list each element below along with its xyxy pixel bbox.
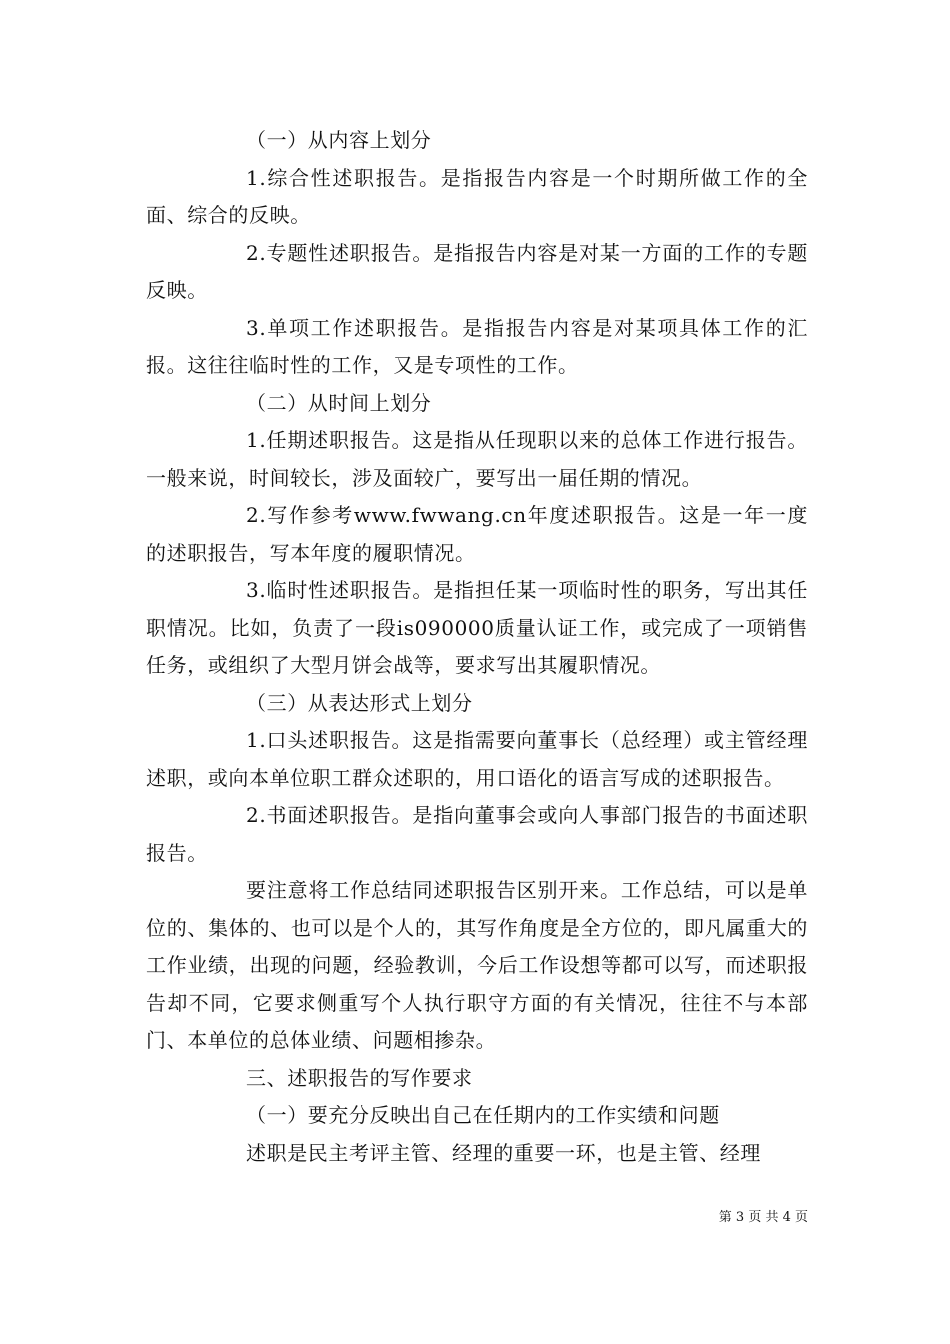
- section-heading-content: （一）从内容上划分: [246, 128, 432, 152]
- paragraph-annual-report: 2.写作参考www.fwwang.cn年度述职报告。这是一年一度的述职报告，写本年度的履职情况。: [146, 503, 808, 565]
- subsection-heading-achievements: （一）要充分反映出自己在任期内的工作实绩和问题: [246, 1103, 720, 1127]
- paragraph-comprehensive-report: 1.综合性述职报告。是指报告内容是一个时期所做工作的全面、综合的反映。: [146, 165, 808, 227]
- paragraph-term-report: 1.任期述职报告。这是指从任现职以来的总体工作进行报告。一般来说，时间较长，涉及面较广，要写出一届任期的情况。: [146, 428, 808, 490]
- paragraph-evaluation: 述职是民主考评主管、经理的重要一环，也是主管、经理: [246, 1140, 761, 1165]
- paragraph-temporary-report: 3.临时性述职报告。是指担任某一项临时性的职务，写出其任职情况。比如，负责了一段is090000质量认证工作，或完成了一项销售任务，或组织了大型月饼会战等，要求写出其履职情况。: [146, 578, 808, 677]
- section-heading-requirements: 三、述职报告的写作要求: [246, 1065, 473, 1090]
- paragraph-topical-report: 2.专题性述职报告。是指报告内容是对某一方面的工作的专题反映。: [146, 240, 808, 302]
- paragraph-summary-distinction: 要注意将工作总结同述职报告区别开来。工作总结，可以是单位的、集体的、也可以是个人的，其写作角度是全方位的，即凡属重大的工作业绩，出现的问题，经验教训，今后工作设想等都可以写，而述职报告却不同，它要求侧重写个人执行职守方面的有关情况，往往不与本部门、本单位的总体业绩、问题相掺杂。: [146, 878, 808, 1052]
- section-heading-time: （二）从时间上划分: [246, 390, 432, 415]
- page-number-footer: 第 3 页 共 4 页: [718, 1210, 808, 1225]
- section-heading-form: （三）从表达形式上划分: [246, 690, 473, 715]
- paragraph-oral-report: 1.口头述职报告。这是指需要向董事长（总经理）或主管经理述职，或向本单位职工群众述职的，用口语化的语言写成的述职报告。: [146, 728, 808, 790]
- paragraph-written-report: 2.书面述职报告。是指向董事会或向人事部门报告的书面述职报告。: [146, 803, 808, 865]
- paragraph-single-task-report: 3.单项工作述职报告。是指报告内容是对某项具体工作的汇报。这往往临时性的工作，又是专项性的工作。: [146, 315, 808, 377]
- document-body: [146, 122, 808, 1172]
